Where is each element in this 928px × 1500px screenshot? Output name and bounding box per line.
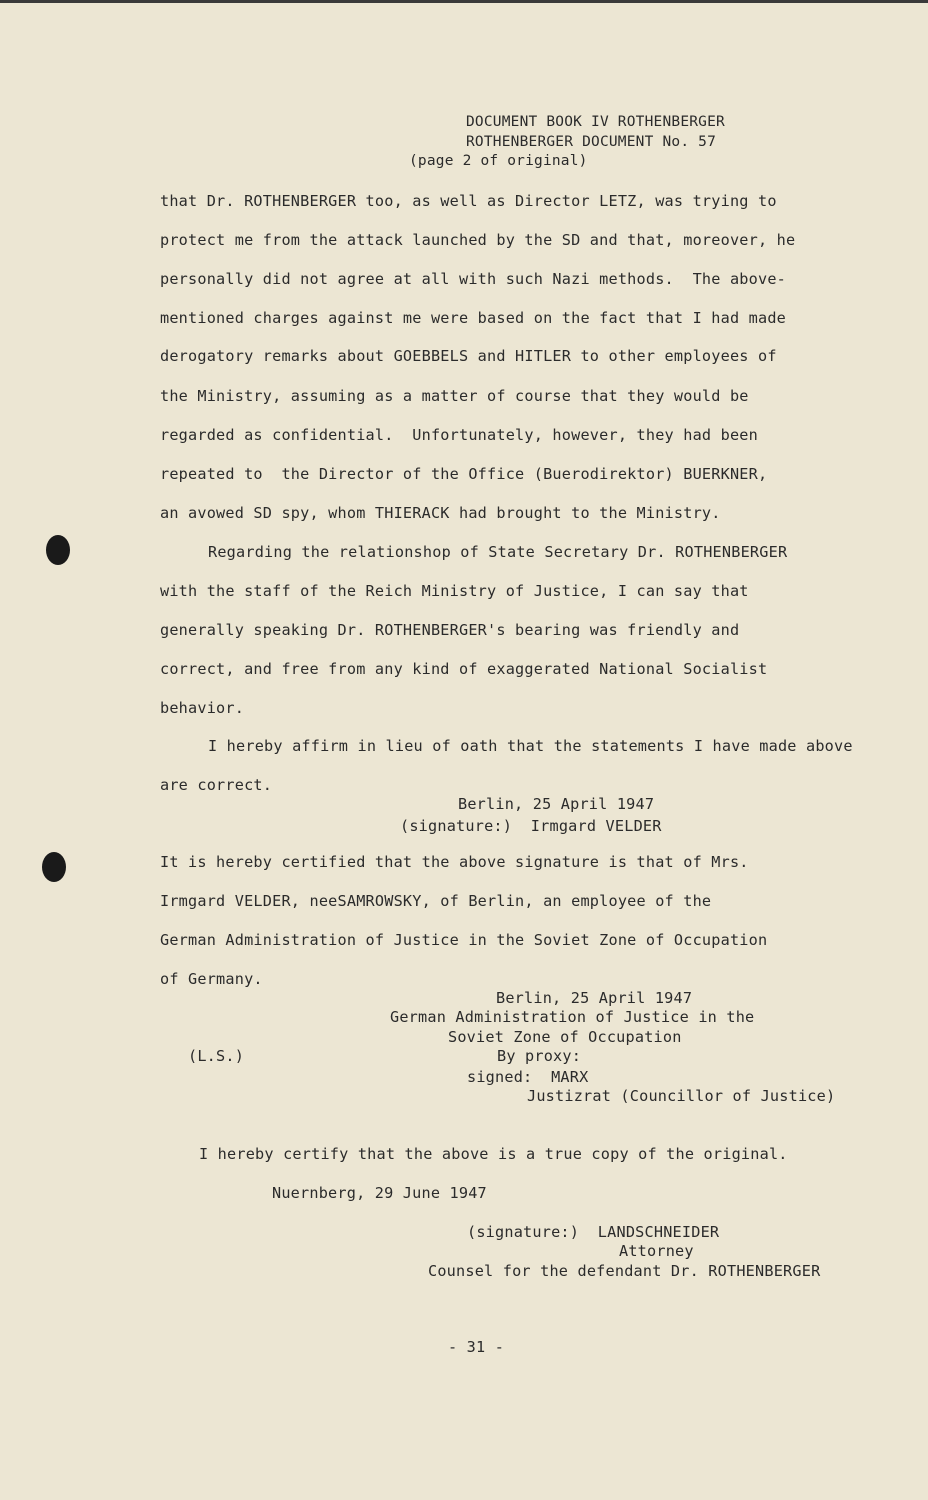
body-line: that Dr. ROTHENBERGER too, as well as Director LETZ, was trying to (160, 192, 777, 210)
header-line-2: ROTHENBERGER DOCUMENT No. 57 (466, 134, 717, 150)
header-line-1: DOCUMENT BOOK IV ROTHENBERGER (466, 114, 725, 130)
signature-place-date: Berlin, 25 April 1947 (458, 795, 655, 813)
header-line-3: (page 2 of original) (409, 153, 588, 169)
affirmation-line: are correct. (160, 776, 273, 794)
certification-line: of Germany. (160, 970, 263, 988)
body-line: with the staff of the Reich Ministry of Justice, I can say that (160, 582, 749, 600)
certification-org-line-1: German Administration of Justice in the (390, 1008, 755, 1026)
body-line: behavior. (160, 699, 245, 717)
body-line: an avowed SD spy, whom THIERACK had brought to the Ministry. (160, 504, 721, 522)
signature-landschneider: (signature:) LANDSCHNEIDER (467, 1223, 720, 1241)
body-line: derogatory remarks about GOEBBELS and HITLER to other employees of (160, 347, 777, 365)
certification-line: It is hereby certified that the above signature is that of Mrs. (160, 853, 749, 871)
body-line: generally speaking Dr. ROTHENBERGER's bearing was friendly and (160, 621, 740, 639)
body-line: protect me from the attack launched by the SD and that, moreover, he (160, 231, 796, 249)
body-line: correct, and free from any kind of exaggerated National Socialist (160, 660, 768, 678)
affirmation-line: I hereby affirm in lieu of oath that the statements I have made above (208, 737, 853, 755)
copy-place-date: Nuernberg, 29 June 1947 (272, 1184, 487, 1202)
certification-place-date: Berlin, 25 April 1947 (496, 989, 693, 1007)
page-number: - 31 - (448, 1338, 505, 1356)
body-line: repeated to the Director of the Office (Buerodirektor) BUERKNER, (160, 465, 768, 483)
body-line: Regarding the relationshop of State Secretary Dr. ROTHENBERGER (208, 543, 788, 561)
body-line: personally did not agree at all with such Nazi methods. The above- (160, 270, 787, 288)
attorney-role: Attorney (619, 1242, 694, 1260)
certification-org-line-2: Soviet Zone of Occupation (448, 1028, 682, 1046)
signer-title: Justizrat (Councillor of Justice) (527, 1087, 836, 1105)
signature-velder: (signature:) Irmgard VELDER (400, 817, 662, 835)
true-copy-statement: I hereby certify that the above is a true copy of the original. (199, 1145, 788, 1163)
certification-line: Irmgard VELDER, neeSAMROWSKY, of Berlin, an employee of the (160, 892, 712, 910)
body-line: regarded as confidential. Unfortunately, however, they had been (160, 426, 758, 444)
page-top-edge (0, 0, 928, 3)
counsel-line: Counsel for the defendant Dr. ROTHENBERGER (428, 1262, 821, 1280)
punch-hole-lower (42, 852, 66, 882)
body-line: the Ministry, assuming as a matter of course that they would be (160, 387, 749, 405)
certification-line: German Administration of Justice in the Soviet Zone of Occupation (160, 931, 768, 949)
seal-mark: (L.S.) (188, 1047, 245, 1065)
proxy-label: By proxy: (497, 1047, 582, 1065)
body-line: mentioned charges against me were based on the fact that I had made (160, 309, 787, 327)
punch-hole-upper (46, 535, 70, 565)
signed-marx: signed: MARX (467, 1068, 589, 1086)
